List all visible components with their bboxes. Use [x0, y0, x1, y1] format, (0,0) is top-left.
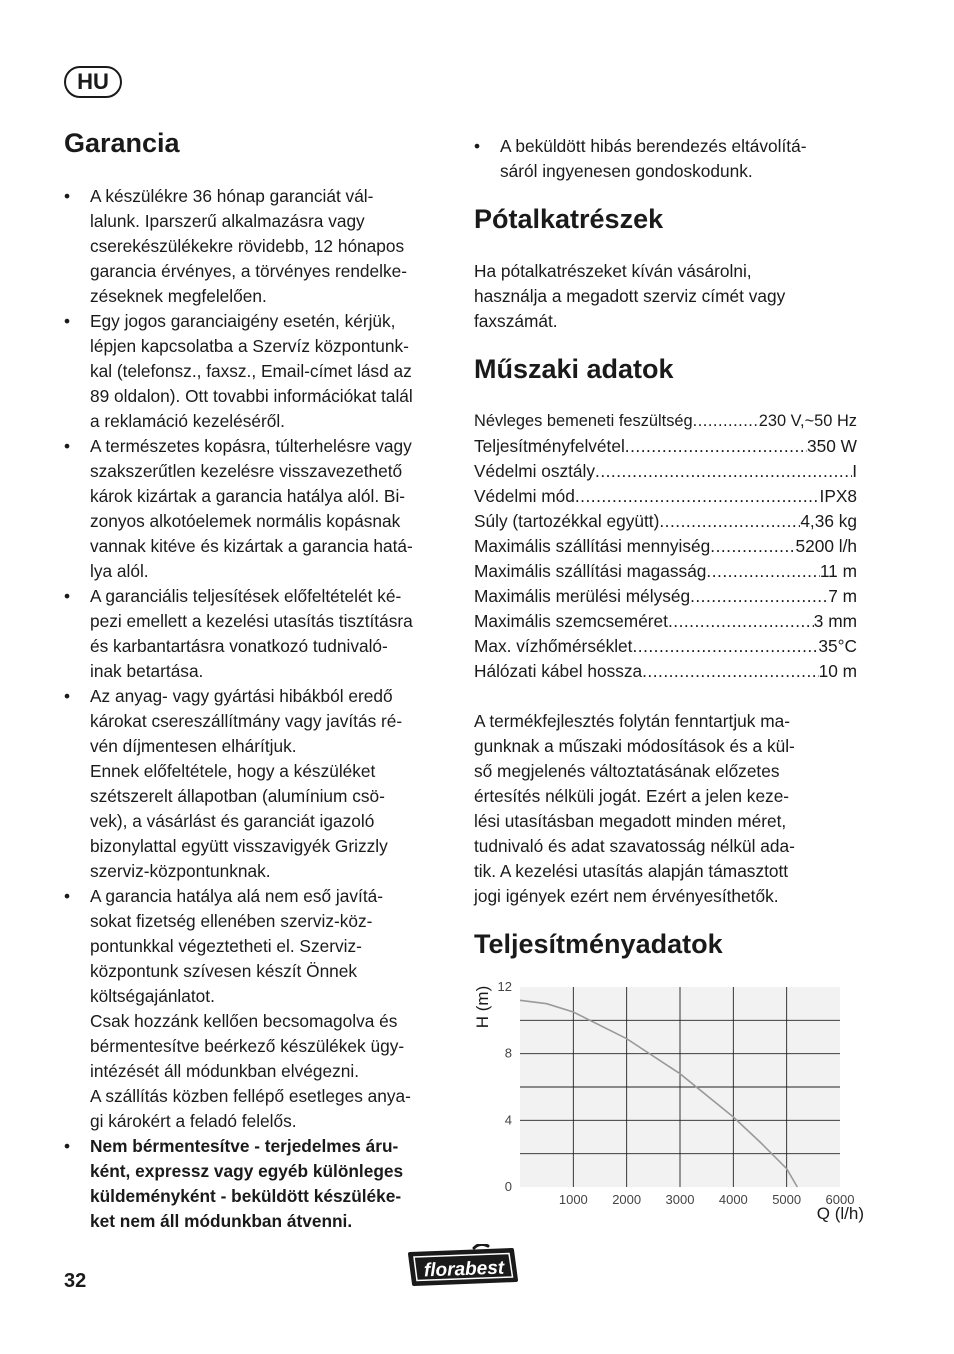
chart-y-axis-label: H (m)	[473, 985, 492, 1029]
spec-value: 35°C	[818, 636, 857, 656]
text-line: A termékfejlesztés folytán fenntartjuk ma-	[474, 711, 790, 731]
text-line: ket nem áll módunkban átvenni.	[90, 1211, 353, 1231]
spec-value: 10 m	[818, 661, 857, 681]
spec-leader-dots	[690, 584, 828, 609]
page-number: 32	[64, 1270, 87, 1292]
text-line: Az anyag- vagy gyártási hibákból eredő	[90, 686, 393, 706]
text-line: gunknak a műszaki módosítások és a kül-	[474, 736, 795, 756]
text-line: ső megjelenés változtatásának előzetes	[474, 761, 780, 781]
spec-value: IPX8	[819, 486, 857, 506]
spec-label: Hálózati kábel hossza	[474, 661, 643, 681]
bullet-icon: •	[64, 586, 71, 606]
chart-x-tick-label: 5000	[772, 1192, 802, 1207]
bullet-text	[90, 884, 454, 1134]
chart-y-tick-label: 4	[504, 1112, 512, 1128]
garancia-bullet-item	[64, 309, 454, 434]
spec-value: 350 W	[807, 436, 857, 456]
text-line: pontunkkal végeztetheti el. Szerviz-	[90, 936, 362, 956]
text-line: károk kizártak a garancia hatálya alól. Bi-	[90, 486, 406, 506]
garancia-bullet-item	[64, 184, 454, 309]
spec-leader-dots	[642, 659, 818, 684]
garancia-bullet-item	[64, 884, 454, 1134]
spec-table	[474, 409, 857, 684]
bullet-icon: •	[64, 686, 71, 706]
text-line: zéseknek megfelelően.	[90, 286, 267, 306]
bullet-icon: •	[474, 136, 481, 156]
text-line: tudnivaló és adat szavatosság nélkül ada-	[474, 836, 795, 856]
spec-value: 11 m	[819, 561, 857, 581]
text-line: szétszerelt állapotban (alumínium csö-	[90, 786, 385, 806]
chart-y-tick-label: 8	[504, 1045, 512, 1061]
text-line: A garanciális teljesítések előfeltételét ké-	[90, 586, 402, 606]
text-line: intézését áll módunkban elvégezni.	[90, 1061, 359, 1081]
spec-label: Maximális szállítási mennyiség	[474, 536, 711, 556]
spec-row	[474, 534, 857, 559]
spec-leader-dots	[632, 634, 818, 659]
spec-leader-dots	[625, 434, 807, 459]
bullet-icon: •	[64, 436, 71, 456]
bullet-icon: •	[64, 886, 71, 906]
bullet-text	[90, 309, 454, 434]
spec-leader-dots	[710, 534, 795, 559]
text-line: cserekészülékekre rövidebb, 12 hónapos	[90, 236, 405, 256]
text-line: és karbantartásra vonatkozó tudnivaló-	[90, 636, 388, 656]
bullet-text	[90, 184, 454, 309]
spec-row	[474, 609, 857, 634]
text-line: lépjen kapcsolatba a Szervíz központunk-	[90, 336, 409, 356]
teljesitmeny-heading: Teljesítményadatok	[474, 929, 723, 959]
spec-value: 4,36 kg	[800, 511, 857, 531]
text-line: szakszerűtlen kezelésre visszavezethető	[90, 461, 403, 481]
text-line: pezi emellett a kezelési utasítás tisztításra	[90, 611, 413, 631]
spec-value: 7 m	[828, 586, 857, 606]
chart-x-axis-label: Q (l/h)	[816, 1204, 864, 1223]
text-line: A garancia hatálya alá nem eső javítá-	[90, 886, 383, 906]
language-badge: HU	[64, 66, 122, 98]
spec-label: Védelmi osztály	[474, 461, 596, 481]
text-line: inak betartása.	[90, 661, 204, 681]
chart-x-tick-label: 6000	[825, 1192, 855, 1207]
text-line: központunk szívesen készít Önnek	[90, 961, 358, 981]
text-line: A beküldött hibás berendezés eltávolítá-	[500, 136, 807, 156]
bullet-icon: •	[64, 311, 71, 331]
spec-leader-dots	[575, 484, 820, 509]
garancia-bullet-item	[64, 584, 454, 684]
spec-label: Súly (tartozékkal együtt)	[474, 511, 660, 531]
text-line: bérmentesítve beérkező készülékek ügy-	[90, 1036, 405, 1056]
text-line: használja a megadott szerviz címét vagy	[474, 286, 786, 306]
garancia-heading: Garancia	[64, 128, 180, 158]
garancia-bullet-item	[64, 684, 454, 884]
potalkatreszek-text	[474, 259, 864, 334]
text-line: küldeményként - beküldött készüléke-	[90, 1186, 402, 1206]
text-line: sáról ingyenesen gondoskodunk.	[500, 161, 753, 181]
text-line: zonyos alkotóelemek normális kopásnak	[90, 511, 401, 531]
spec-row	[474, 409, 857, 434]
spec-label: Maximális merülési mélység	[474, 586, 691, 606]
spec-row	[474, 484, 857, 509]
spec-row	[474, 559, 857, 584]
text-line: Nem bérmentesítve - terjedelmes áru-	[90, 1136, 399, 1156]
spec-label: Maximális szemcseméret	[474, 611, 668, 631]
text-line: sokat fizetség ellenében szerviz-köz-	[90, 911, 373, 931]
text-line: A természetes kopásra, túlterhelésre vagy	[90, 436, 412, 456]
text-line: Csak hozzánk kellően becsomagolva és	[90, 1011, 398, 1031]
text-line: értesítés nélküli jogát. Ezért a jelen keze-	[474, 786, 790, 806]
spec-label: Maximális szállítási magasság	[474, 561, 707, 581]
spec-value: I	[852, 461, 857, 481]
text-line: lalunk. Iparszerű alkalmazásra vagy	[90, 211, 365, 231]
garancia-list	[64, 184, 454, 1234]
bullet-icon: •	[64, 186, 71, 206]
text-line: lési utasításban megadott minden méret,	[474, 811, 787, 831]
bullet-text	[90, 1134, 454, 1234]
performance-chart-svg	[470, 975, 870, 1230]
spec-label: Max. vízhőmérséklet	[474, 636, 633, 656]
text-line: károkat csereszállítmány vagy javítás ré-	[90, 711, 403, 731]
spec-row	[474, 509, 857, 534]
spec-row	[474, 634, 857, 659]
chart-x-tick-label: 4000	[718, 1192, 748, 1207]
spec-label: Védelmi mód	[474, 486, 575, 506]
potalkatreszek-heading: Pótalkatrészek	[474, 204, 664, 234]
logo-text: florabest	[423, 1257, 505, 1282]
garancia-bullet-item	[64, 434, 454, 584]
performance-chart	[470, 975, 870, 1230]
spec-label: Névleges bemeneti feszültség	[474, 412, 693, 430]
spec-leader-dots	[595, 459, 852, 484]
spec-row	[474, 659, 857, 684]
text-line: Ennek előfeltétele, hogy a készüléket	[90, 761, 376, 781]
chart-x-tick-label: 3000	[665, 1192, 695, 1207]
text-line: 89 oldalon). Ott tovabbi információkat talál	[90, 386, 413, 406]
bullet-icon: •	[64, 1136, 71, 1156]
text-line: jogi igények ezért nem érvényesíthetők.	[474, 886, 779, 906]
text-line: vek), a vásárlást és garanciát igazoló	[90, 811, 375, 831]
text-line: faxszámát.	[474, 311, 558, 331]
bullet-text	[90, 434, 454, 584]
spec-leader-dots	[706, 559, 819, 584]
text-line: ként, expressz vagy egyéb különleges	[90, 1161, 404, 1181]
text-line: garancia érvényes, a törvényes rendelke-	[90, 261, 407, 281]
spec-value: 5200 l/h	[795, 536, 857, 556]
text-line: A szállítás közben fellépő esetleges anya-	[90, 1086, 411, 1106]
text-line: költségajánlatot.	[90, 986, 215, 1006]
muszaki-adatok-heading: Műszaki adatok	[474, 354, 674, 384]
technical-note	[474, 709, 864, 909]
text-line: gi károkért a feladó felelős.	[90, 1111, 297, 1131]
text-line: Ha pótalkatrészeket kíván vásárolni,	[474, 261, 752, 281]
spec-row	[474, 434, 857, 459]
chart-x-tick-label: 2000	[612, 1192, 642, 1207]
florabest-logo	[404, 1244, 520, 1295]
spec-value: 230 V,~50 Hz	[758, 412, 857, 430]
spec-row	[474, 584, 857, 609]
chart-y-tick-label: 12	[497, 979, 512, 994]
spec-leader-dots	[693, 409, 759, 434]
spec-row	[474, 459, 857, 484]
text-line: bizonylattal együtt visszavigyék Grizzly	[90, 836, 388, 856]
spec-value: 3 mm	[813, 611, 857, 631]
garancia-bullet-item	[64, 1134, 454, 1234]
text-line: Egy jogos garanciaigény esetén, kérjük,	[90, 311, 396, 331]
text-line: lya alól.	[90, 561, 149, 581]
text-line: A készülékre 36 hónap garanciát vál-	[90, 186, 374, 206]
bullet-text	[500, 134, 864, 184]
text-line: vén díjmentesen elhárítjuk.	[90, 736, 297, 756]
bullet-text	[90, 584, 454, 684]
spec-leader-dots	[659, 509, 800, 534]
spec-leader-dots	[668, 609, 814, 634]
chart-y-tick-label: 0	[504, 1179, 512, 1194]
bullet-text	[90, 684, 454, 884]
garancia-continued-list	[474, 134, 864, 184]
text-line: a reklamáció kezeléséről.	[90, 411, 285, 431]
text-line: tik. A kezelési utasítás alapján támasztott	[474, 861, 789, 881]
text-line: vannak kitéve és kizártak a garancia hatá-	[90, 536, 413, 556]
garancia-bullet-item	[474, 134, 864, 184]
text-line: szerviz-központunknak.	[90, 861, 271, 881]
chart-x-tick-label: 1000	[558, 1192, 588, 1207]
text-line: kal (telefonsz., faxsz., Email-címet lásd az	[90, 361, 412, 381]
spec-label: Teljesítményfelvétel	[474, 436, 625, 456]
